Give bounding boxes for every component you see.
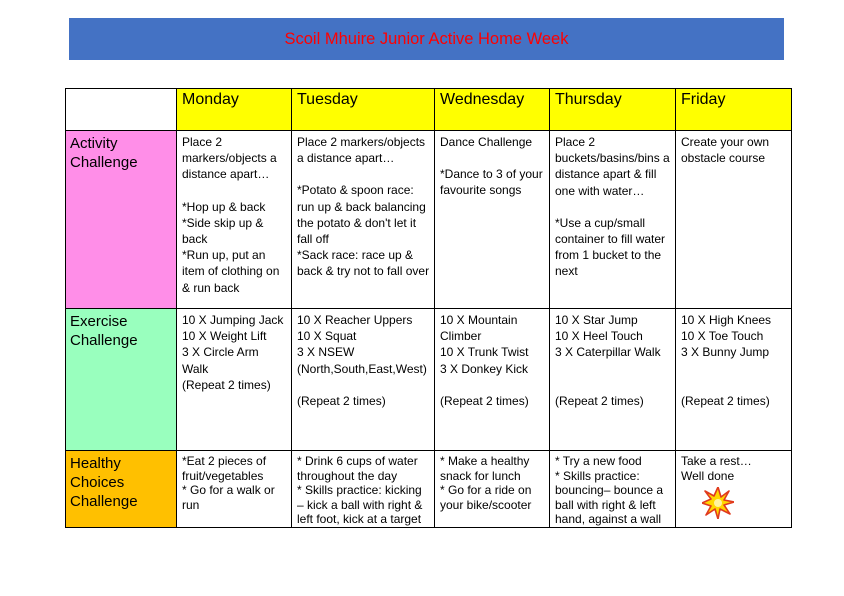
- day-header-monday: Monday: [177, 89, 292, 131]
- day-header-thursday: Thursday: [550, 89, 676, 131]
- exercise-monday: [177, 309, 292, 451]
- exercise-tuesday-repeat: (Repeat 2 times): [297, 393, 386, 408]
- activity-thursday: [550, 131, 676, 309]
- exercise-wednesday-repeat: (Repeat 2 times): [440, 393, 529, 408]
- activity-wednesday-intro: Dance Challenge: [440, 135, 533, 149]
- healthy-wednesday: * Make a healthy snack for lunch * Go for a ride on your bike/scooter: [435, 451, 550, 528]
- day-header-wednesday: Wednesday: [435, 89, 550, 131]
- activity-thursday-intro: Place 2 buckets/basins/bins a distance apart & fill one with water…: [555, 135, 670, 198]
- activity-friday-intro: Create your own obstacle course: [681, 135, 770, 166]
- exercise-monday-repeat: (Repeat 2 times): [182, 377, 271, 392]
- activity-wednesday-tasks: *Dance to 3 of your favourite songs: [440, 167, 543, 198]
- exercise-thursday-moves: 10 X Star Jump 10 X Heel Touch 3 X Caterpillar Walk: [555, 313, 661, 360]
- row-label-healthy: Healthy Choices Challenge: [66, 451, 177, 528]
- activity-friday: [676, 131, 792, 309]
- healthy-tuesday: * Drink 6 cups of water throughout the day * Skills practice: kicking – kick a ball with right & left foot, kick at a target: [292, 451, 435, 528]
- row-label-exercise: Exercise Challenge: [66, 309, 177, 451]
- exercise-friday-moves: 10 X High Knees 10 X Toe Touch 3 X Bunny Jump: [681, 313, 772, 360]
- corner-cell: [66, 89, 177, 131]
- activity-monday-tasks: *Hop up & back *Side skip up & back *Run up, put an item of clothing on & run back: [182, 199, 280, 295]
- healthy-friday-text: Take a rest… Well done: [681, 454, 752, 483]
- day-header-friday: Friday: [676, 89, 792, 131]
- healthy-thursday: * Try a new food * Skills practice: bouncing– bounce a ball with right & left hand, against a wall: [550, 451, 676, 528]
- exercise-thursday-repeat: (Repeat 2 times): [555, 393, 644, 408]
- activity-tuesday-tasks: *Potato & spoon race: run up & back balancing the potato & don't let it fall off *Sack race: race up & back & try not to fall over: [297, 183, 430, 279]
- healthy-friday: [676, 451, 792, 528]
- activity-thursday-tasks: *Use a cup/small container to fill water from 1 bucket to the next: [555, 215, 666, 279]
- exercise-tuesday: [292, 309, 435, 451]
- activity-wednesday: [435, 131, 550, 309]
- row-label-activity: Activity Challenge: [66, 131, 177, 309]
- exercise-wednesday-moves: 10 X Mountain Climber 10 X Trunk Twist 3 X Donkey Kick: [440, 313, 529, 376]
- day-header-tuesday: Tuesday: [292, 89, 435, 131]
- activity-monday-intro: Place 2 markers/objects a distance apart…: [182, 135, 277, 182]
- healthy-monday: *Eat 2 pieces of fruit/vegetables * Go for a walk or run: [177, 451, 292, 528]
- healthy-row: [66, 451, 792, 528]
- starburst-icon: [702, 487, 734, 519]
- activity-monday: [177, 131, 292, 309]
- header-row: [66, 89, 792, 131]
- exercise-tuesday-moves: 10 X Reacher Uppers 10 X Squat 3 X NSEW (North,South,East,West): [297, 313, 427, 376]
- exercise-monday-moves: 10 X Jumping Jack 10 X Weight Lift 3 X Circle Arm Walk: [182, 313, 284, 376]
- activity-tuesday: [292, 131, 435, 309]
- activity-tuesday-intro: Place 2 markers/objects a distance apart…: [297, 135, 426, 166]
- exercise-thursday: [550, 309, 676, 451]
- activity-row: [66, 131, 792, 309]
- title-banner: [69, 18, 784, 60]
- page-title: Scoil Mhuire Junior Active Home Week: [284, 29, 569, 48]
- exercise-wednesday: [435, 309, 550, 451]
- exercise-friday-repeat: (Repeat 2 times): [681, 393, 770, 408]
- exercise-row: [66, 309, 792, 451]
- exercise-friday: [676, 309, 792, 451]
- weekly-plan-table: [65, 88, 792, 528]
